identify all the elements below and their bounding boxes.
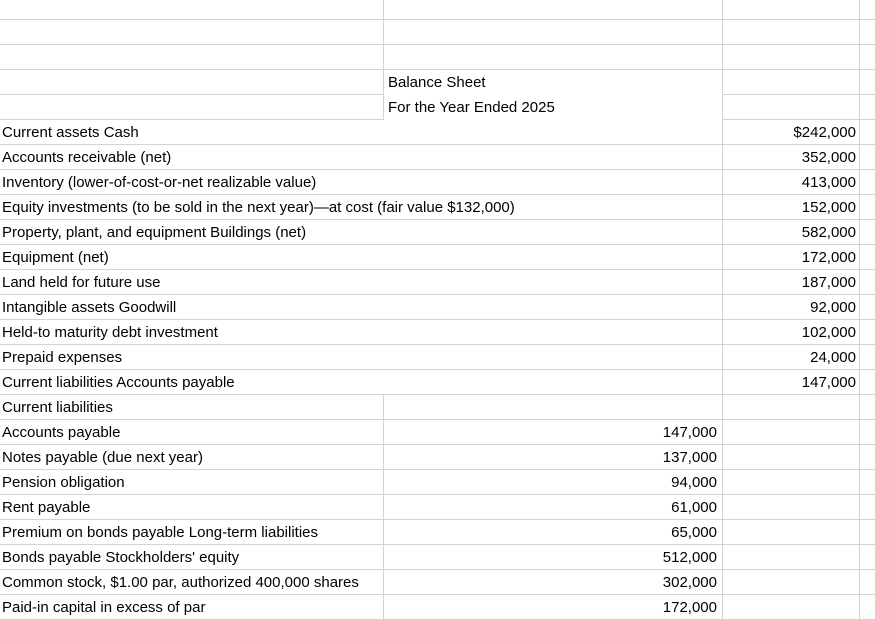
amount-cell[interactable]: 24,000 bbox=[810, 349, 856, 366]
row-label[interactable]: Rent payable bbox=[2, 499, 91, 516]
amount-cell[interactable]: 137,000 bbox=[662, 449, 717, 466]
sheet-title-cell[interactable]: Balance Sheet bbox=[384, 70, 722, 95]
row-label[interactable]: Current liabilities bbox=[2, 399, 113, 416]
gridline bbox=[859, 0, 860, 620]
row-label[interactable]: Held-to maturity debt investment bbox=[2, 324, 218, 341]
row-label[interactable]: Current assets Cash bbox=[2, 124, 139, 141]
amount-cell[interactable]: 413,000 bbox=[801, 174, 856, 191]
row-label[interactable]: Land held for future use bbox=[2, 274, 161, 291]
row-label[interactable]: Prepaid expenses bbox=[2, 349, 123, 366]
amount-cell[interactable]: 102,000 bbox=[801, 324, 856, 341]
row-label[interactable]: Intangible assets Goodwill bbox=[2, 299, 177, 316]
amount-cell[interactable]: 65,000 bbox=[671, 524, 717, 541]
row-label[interactable]: Premium on bonds payable Long-term liabilities bbox=[2, 524, 318, 541]
row-label[interactable]: Accounts receivable (net) bbox=[2, 149, 172, 166]
amount-cell[interactable]: 302,000 bbox=[662, 574, 717, 591]
row-label[interactable]: Inventory (lower-of-cost-or-net realizable value) bbox=[2, 174, 317, 191]
gridline bbox=[0, 19, 875, 20]
amount-cell[interactable]: 172,000 bbox=[801, 249, 856, 266]
sheet-period-cell[interactable]: For the Year Ended 2025 bbox=[384, 95, 722, 120]
amount-cell[interactable]: 352,000 bbox=[801, 149, 856, 166]
amount-cell[interactable]: 512,000 bbox=[662, 549, 717, 566]
row-label[interactable]: Equipment (net) bbox=[2, 249, 109, 266]
row-label[interactable]: Equity investments (to be sold in the next year)—at cost (fair value $132,000) bbox=[2, 199, 515, 216]
amount-cell[interactable]: 187,000 bbox=[801, 274, 856, 291]
amount-cell[interactable]: 152,000 bbox=[801, 199, 856, 216]
amount-cell[interactable]: 172,000 bbox=[662, 599, 717, 616]
gridline bbox=[0, 44, 875, 45]
row-label[interactable]: Common stock, $1.00 par, authorized 400,000 shares bbox=[2, 574, 359, 591]
amount-cell[interactable]: 147,000 bbox=[801, 374, 856, 391]
amount-cell[interactable]: 147,000 bbox=[662, 424, 717, 441]
row-label[interactable]: Pension obligation bbox=[2, 474, 125, 491]
row-label[interactable]: Current liabilities Accounts payable bbox=[2, 374, 235, 391]
row-label[interactable]: Paid-in capital in excess of par bbox=[2, 599, 206, 616]
row-label[interactable]: Bonds payable Stockholders' equity bbox=[2, 549, 240, 566]
row-label[interactable]: Notes payable (due next year) bbox=[2, 449, 203, 466]
amount-cell[interactable]: 92,000 bbox=[810, 299, 856, 316]
amount-cell[interactable]: $242,000 bbox=[793, 124, 856, 141]
row-label[interactable]: Property, plant, and equipment Buildings (net) bbox=[2, 224, 307, 241]
amount-cell[interactable]: 582,000 bbox=[801, 224, 856, 241]
row-label[interactable]: Accounts payable bbox=[2, 424, 121, 441]
amount-cell[interactable]: 94,000 bbox=[671, 474, 717, 491]
amount-cell[interactable]: 61,000 bbox=[671, 499, 717, 516]
